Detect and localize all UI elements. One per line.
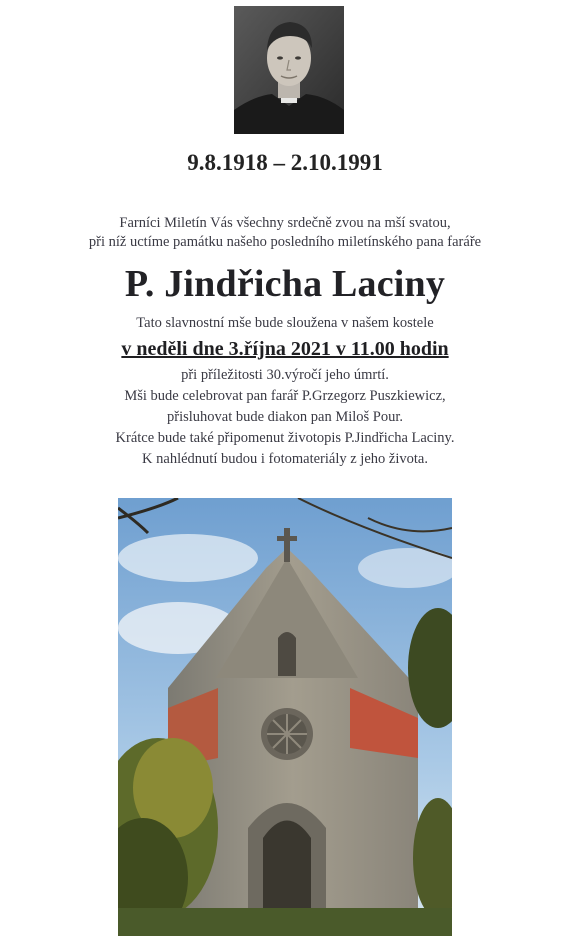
anniversary-text: při příležitosti 30.výročí jeho úmrtí. — [181, 367, 389, 383]
church-photo — [118, 498, 452, 936]
celebrant-text: Mši bude celebrovat pan farář P.Grzegorz Puszkiewicz, — [124, 388, 446, 404]
portrait-photo — [234, 6, 344, 134]
mass-location-text: Tato slavnostní mše bude sloužena v našem kostele — [136, 315, 434, 331]
biography-text: Krátce bude také připomenut životopis P.Jindřicha Laciny. — [115, 430, 455, 446]
intro-line: Farníci Miletín Vás všechny srdečně zvou na mší svatou, — [119, 215, 451, 231]
photo-materials-text: K nahlédnutí budou i fotomateriály z jeho života. — [142, 451, 428, 467]
church-icon — [118, 498, 452, 936]
invitation-intro — [0, 214, 570, 252]
priest-name-heading: P. Jindřicha Laciny — [124, 263, 446, 305]
intro-line: při níž uctíme památku našeho posledního miletínského pana faráře — [88, 234, 482, 250]
mass-date-time: v neděli dne 3.října 2021 v 11.00 hodin — [121, 338, 449, 360]
deacon-text: přisluhovat bude diakon pan Miloš Pour. — [166, 409, 403, 425]
life-dates: 9.8.1918 – 2.10.1991 — [187, 150, 383, 175]
priest-portrait-icon — [234, 6, 344, 134]
